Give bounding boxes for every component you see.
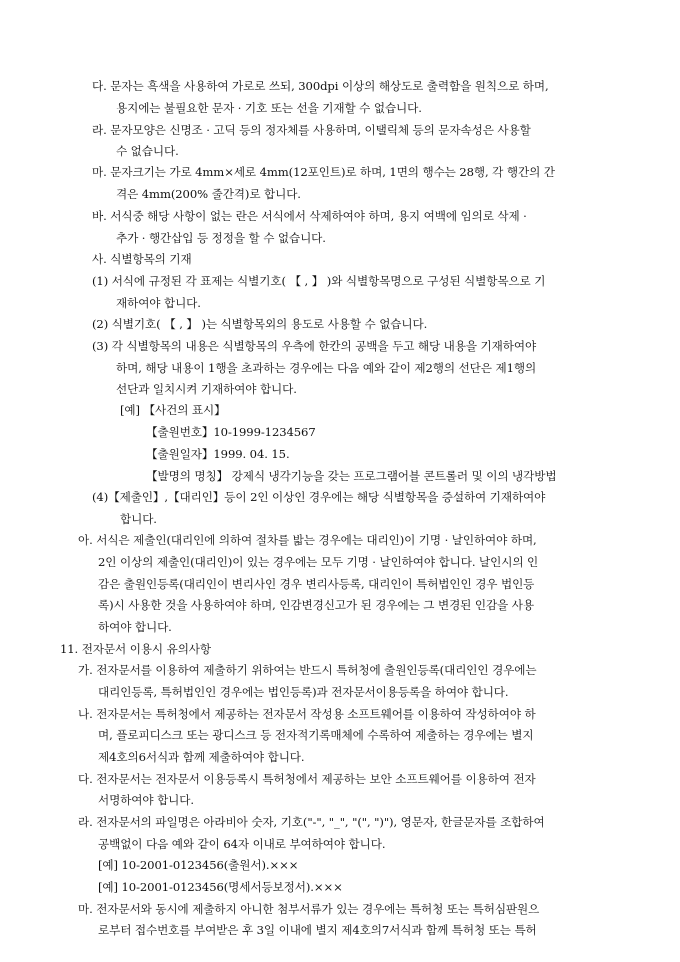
text-line: 재하여야 합니다. [116,296,201,310]
text-line: 사. 식별항목의 기재 [92,252,192,266]
example-line: [예] 10-2001-0123456(출원서).××× [98,858,299,872]
text-line: 격은 4mm(200% 줄간격)로 합니다. [116,187,301,201]
example-line: 【출원일자】1999. 04. 15. [146,447,290,461]
text-line: (3) 각 식별항목의 내용은 식별항목의 우측에 한칸의 공백을 두고 해당 내용을 기재하여야 [92,339,537,353]
text-line: 며, 플로피디스크 또는 광디스크 등 전자적기록매체에 수록하여 제출하는 경우에는 별지 [98,728,534,742]
example-line: 【출원번호】10-1999-1234567 [146,425,316,439]
text-line: 마. 문자크기는 가로 4mm×세로 4mm(12포인트)로 하며, 1면의 행수는 28행, 각 행간의 간 [92,165,555,179]
text-line: 하여야 합니다. [98,620,172,634]
text-line: 마. 전자문서와 동시에 제출하지 아니한 첨부서류가 있는 경우에는 특허청 또는 특허심판원으 [78,902,540,916]
text-line: 로부터 접수번호를 부여받은 후 3일 이내에 별지 제4호의7서식과 함께 특허청 또는 특허 [98,923,537,937]
text-line: (4)【제출인】,【대리인】등이 2인 이상인 경우에는 해당 식별항목을 증설하여 기재하여야 [92,490,546,504]
text-line: 수 없습니다. [116,144,179,158]
text-line: 추가 · 행간삽입 등 정정을 할 수 없습니다. [116,231,326,245]
text-line: 록)시 사용한 것을 사용하여야 하며, 인감변경신고가 된 경우에는 그 변경된 인감을 사용 [98,598,534,612]
text-line: 2인 이상의 제출인(대리인)이 있는 경우에는 모두 기명 · 날인하여야 합니다. 날인시의 인 [98,555,539,569]
section-heading: 11. 전자문서 이용시 유의사항 [60,642,211,656]
example-line: [예] 10-2001-0123456(명세서등보정서).××× [98,880,343,894]
text-line: (2) 식별기호( 【 , 】 )는 식별항목외의 용도로 사용할 수 없습니다. [92,317,428,331]
text-line: 제4호의6서식과 함께 제출하여야 합니다. [98,750,305,764]
text-line: 다. 전자문서는 전자문서 이용등록시 특허청에서 제공하는 보안 소프트웨어를 이용하여 전자 [78,772,536,786]
text-line: 합니다. [120,512,157,526]
text-line: (1) 서식에 규정된 각 표제는 식별기호( 【 , 】 )와 식별항목명으로 구성된 식별항목으로 기 [92,274,546,288]
text-line: 바. 서식중 해당 사항이 없는 란은 서식에서 삭제하여야 하며, 용지 여백에 임의로 삭제 · [92,209,527,223]
text-line: 감은 출원인등록(대리인이 변리사인 경우 변리사등록, 대리인이 특허법인인 경우 법인등 [98,577,535,591]
text-line: 대리인등록, 특허법인인 경우에는 법인등록)과 전자문서이용등록을 하여야 합니다. [98,685,509,699]
text-line: 가. 전자문서를 이용하여 제출하기 위하여는 반드시 특허청에 출원인등록(대리인인 경우에는 [78,663,537,677]
text-line: 아. 서식은 제출인(대리인에 의하여 절차를 밟는 경우에는 대리인)이 기명 · 날인하여야 하며, [78,533,537,547]
text-line: 다. 문자는 흑색을 사용하여 가로로 쓰되, 300dpi 이상의 해상도로 출력함을 원칙으로 하며, [92,79,549,93]
text-line: 선단과 일치시켜 기재하여야 합니다. [116,382,297,396]
text-line: 공백없이 다음 예와 같이 64자 이내로 부여하여야 합니다. [98,837,386,851]
text-line: 하며, 해당 내용이 1행을 초과하는 경우에는 다음 예와 같이 제2행의 선단은 제1행의 [116,361,537,375]
example-line: [예] 【사건의 표시】 [120,403,226,417]
text-line: 라. 문자모양은 신명조 · 고딕 등의 정자체를 사용하며, 이탤릭체 등의 문자속성은 사용할 [92,123,531,137]
text-line: 나. 전자문서는 특허청에서 제공하는 전자문서 작성용 소프트웨어를 이용하여 작성하여야 하 [78,707,536,721]
text-line: 라. 전자문서의 파일명은 아라비아 숫자, 기호("-", "_", "(", ")"), 영문자, 한글문자를 조합하여 [78,815,545,829]
example-line: 【발명의 명칭】 강제식 냉각기능을 갖는 프로그램어블 콘트롤러 및 이의 냉각방법 [146,469,557,483]
text-line: 용지에는 불필요한 문자 · 기호 또는 선을 기재할 수 없습니다. [116,101,422,115]
text-line: 서명하여야 합니다. [98,793,194,807]
